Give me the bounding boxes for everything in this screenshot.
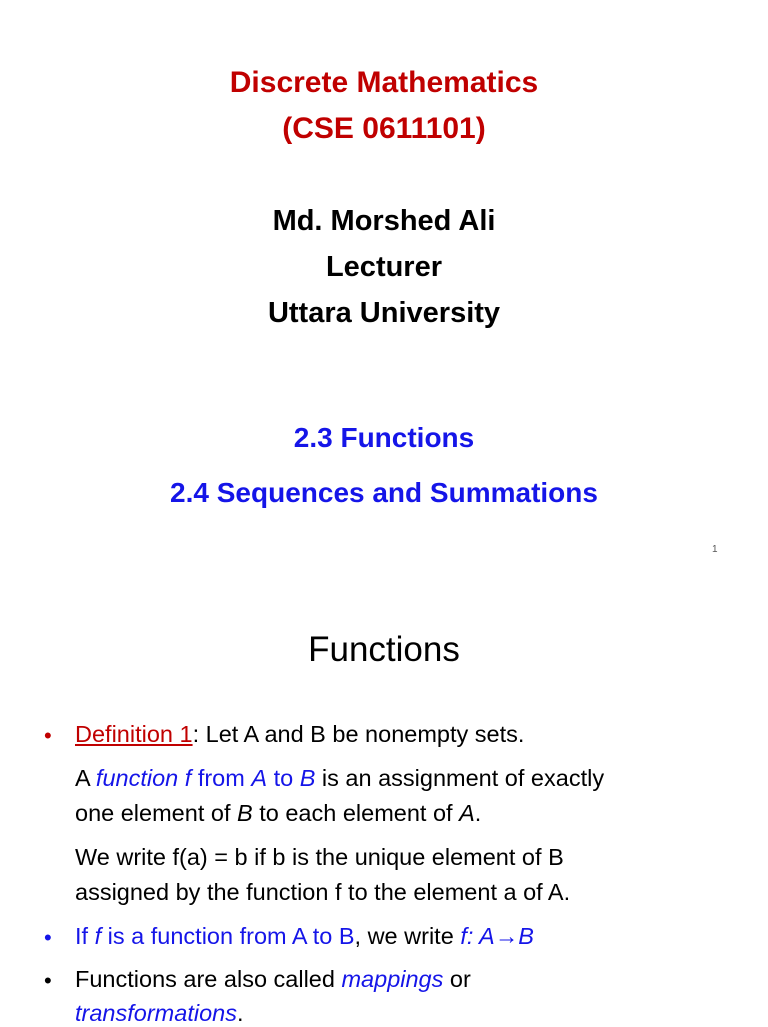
course-code: (CSE 0611101) (282, 112, 486, 145)
bullet-marker: • (44, 723, 52, 748)
definition-line-3 (75, 799, 481, 827)
section-sequences: 2.4 Sequences and Summations (170, 477, 598, 508)
mappings-line-2 (75, 999, 243, 1027)
definition-line-2 (75, 764, 604, 792)
text-fragment: . (474, 800, 482, 826)
text-fragment: , we write (354, 923, 461, 949)
notation-line (75, 922, 534, 950)
text-fragment: from (191, 765, 252, 791)
definition-label: Definition 1 (75, 721, 193, 747)
author-name: Md. Morshed Ali (272, 205, 496, 237)
definition-text: : Let A and B be nonempty sets. (192, 721, 525, 747)
term-a: A (251, 765, 268, 791)
bullet-marker: • (44, 925, 52, 950)
term-f: f (184, 765, 192, 791)
author-university: Uttara University (267, 297, 501, 329)
mappings-line-1 (75, 965, 471, 993)
text-fragment: to (267, 765, 300, 791)
term-b: B (299, 765, 316, 791)
notation-b: B (518, 923, 534, 949)
text-fragment: If (75, 923, 95, 949)
text-fragment: Functions are also called (75, 966, 342, 992)
definition-line-1 (75, 720, 524, 748)
text-fragment: one element of (75, 800, 237, 826)
text-fragment: is an assignment of exactly (315, 765, 605, 791)
term-mappings: mappings (341, 966, 444, 992)
term-f: f (94, 923, 102, 949)
term-a: A (459, 800, 475, 826)
page-number: 1 (712, 544, 718, 555)
text-fragment: A (75, 765, 96, 791)
definition-line-5: assigned by the function f to the element a of A. (75, 879, 571, 905)
text-fragment: or (443, 966, 471, 992)
section-functions: 2.3 Functions (293, 422, 475, 453)
arrow-icon: → (494, 923, 519, 949)
text-fragment: . (236, 1000, 244, 1026)
definition-line-4: We write f(a) = b if b is the unique element of B (75, 844, 564, 870)
slide-title: Functions (308, 630, 460, 669)
term-transformations: transformations (75, 1000, 237, 1026)
term-b: B (237, 800, 253, 826)
term-function: function (95, 765, 179, 791)
course-title: Discrete Mathematics (229, 66, 539, 99)
bullet-marker: • (44, 968, 52, 993)
text-fragment: to each element of (252, 800, 460, 826)
author-role: Lecturer (325, 251, 443, 283)
notation-f-a: f: A (460, 923, 495, 949)
text-fragment: is a function from A to B (101, 923, 355, 949)
